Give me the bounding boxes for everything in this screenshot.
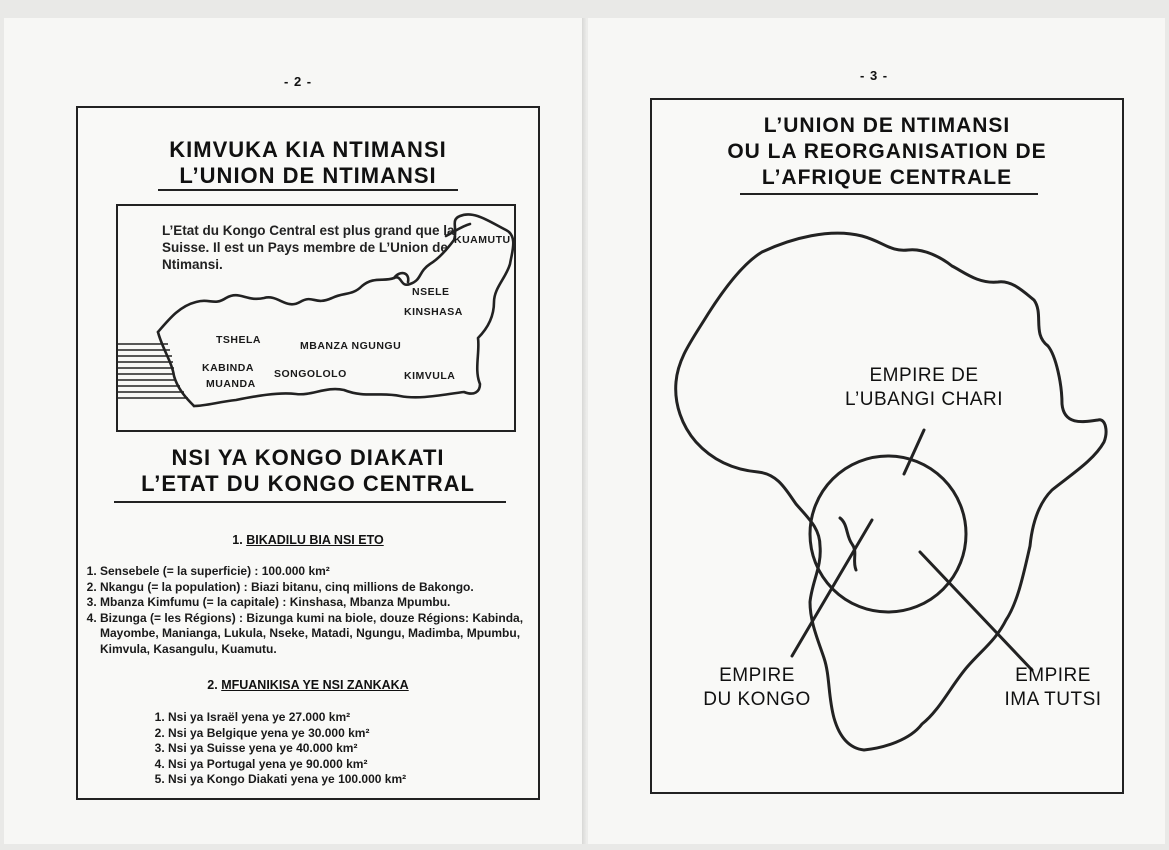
- page-number: - 2 -: [284, 74, 313, 89]
- right-page-frame: [650, 98, 1124, 794]
- page-title-line-2: OU LA REORGANISATION DE: [727, 140, 1047, 163]
- list-item: 2. Nsi ya Belgique yena ye 30.000 km²: [168, 726, 508, 742]
- map-label-nsele: NSELE: [412, 286, 450, 298]
- label-empire-ubangi: [824, 364, 1024, 412]
- left-page-frame: [76, 106, 540, 800]
- label-empire-ubangi-line-2: L’UBANGI CHARI: [845, 389, 1003, 410]
- list-item: 2. Nkangu (= la population) : Biazi bitanu, cinq millions de Bakongo.: [100, 580, 532, 596]
- label-empire-kongo-line-2: DU KONGO: [703, 689, 811, 710]
- label-empire-tutsi: [988, 664, 1118, 712]
- pointer-tutsi: [920, 552, 1032, 670]
- section-2-heading-text: MFUANIKISA YE NSI ZANKAKA: [221, 678, 409, 692]
- page-title-line-3: L’AFRIQUE CENTRALE: [761, 166, 1013, 189]
- section-title: NSI YA KONGO DIAKATI: [171, 445, 445, 470]
- map-label-kimvula: KIMVULA: [404, 370, 456, 382]
- central-africa-circle: [810, 456, 966, 612]
- map-label-songololo: SONGOLOLO: [274, 368, 347, 380]
- section-1-list: [82, 564, 532, 657]
- label-empire-ubangi-line-1: EMPIRE DE: [869, 365, 979, 386]
- list-item: 1. Nsi ya Israël yena ye 27.000 km²: [168, 710, 508, 726]
- map-caption: L’Etat du Kongo Central est plus grand que la Suisse. Il est un Pays membre de L’Union de Ntimansi.: [162, 223, 455, 272]
- list-item: 5. Nsi ya Kongo Diakati yena ye 100.000 km²: [168, 772, 508, 788]
- section-underline: [114, 501, 506, 503]
- label-empire-kongo-line-1: EMPIRE: [719, 665, 795, 686]
- section-2-number: 2.: [207, 678, 218, 692]
- map-label-kinshasa: KINSHASA: [404, 306, 463, 318]
- list-item: 3. Mbanza Kimfumu (= la capitale) : Kinshasa, Mbanza Mpumbu.: [100, 595, 532, 611]
- page-subtitle: L’UNION DE NTIMANSI: [179, 163, 437, 188]
- label-empire-tutsi-line-1: EMPIRE: [1015, 665, 1091, 686]
- section-1-heading-text: BIKADILU BIA NSI ETO: [246, 533, 384, 547]
- pointer-kongo: [792, 520, 872, 656]
- list-item: 4. Nsi ya Portugal yena ye 90.000 km²: [168, 757, 508, 773]
- page-number: - 3 -: [860, 68, 889, 83]
- page-title: KIMVUKA KIA NTIMANSI: [169, 137, 447, 162]
- right-page: [588, 18, 1165, 844]
- map-label-kuamutu: KUAMUTU: [454, 234, 511, 246]
- section-2-heading: [78, 678, 538, 692]
- map-label-muanda: MUANDA: [206, 378, 256, 390]
- coast-hatch: [118, 344, 188, 398]
- kongo-central-map: [116, 204, 516, 432]
- left-page: [4, 18, 584, 844]
- section-2-list: [150, 710, 508, 788]
- label-empire-kongo: [692, 664, 822, 712]
- map-label-mbanza-ngungu: MBANZA NGUNGU: [300, 340, 402, 352]
- label-empire-tutsi-line-2: IMA TUTSI: [1004, 689, 1102, 710]
- title-underline: [158, 189, 458, 191]
- map-label-tshela: TSHELA: [216, 334, 261, 346]
- map-label-kabinda: KABINDA: [202, 362, 254, 374]
- pointer-ubangi: [904, 430, 924, 474]
- section-1-heading: [78, 533, 538, 547]
- section-1-number: 1.: [232, 533, 243, 547]
- list-item: 1. Sensebele (= la superficie) : 100.000 km²: [100, 564, 532, 580]
- list-item: 3. Nsi ya Suisse yena ye 40.000 km²: [168, 741, 508, 757]
- section-subtitle: L’ETAT DU KONGO CENTRAL: [141, 471, 475, 496]
- list-item: 4. Bizunga (= les Régions) : Bizunga kumi na biole, douze Régions: Kabinda, Mayombe, Manianga, Lukula, Nseke, Matadi, Ngungu, Madimba, Mpumbu, Kimvula, Kasangulu, Kuamutu.: [100, 611, 532, 658]
- page-title: L’UNION DE NTIMANSI: [763, 114, 1011, 137]
